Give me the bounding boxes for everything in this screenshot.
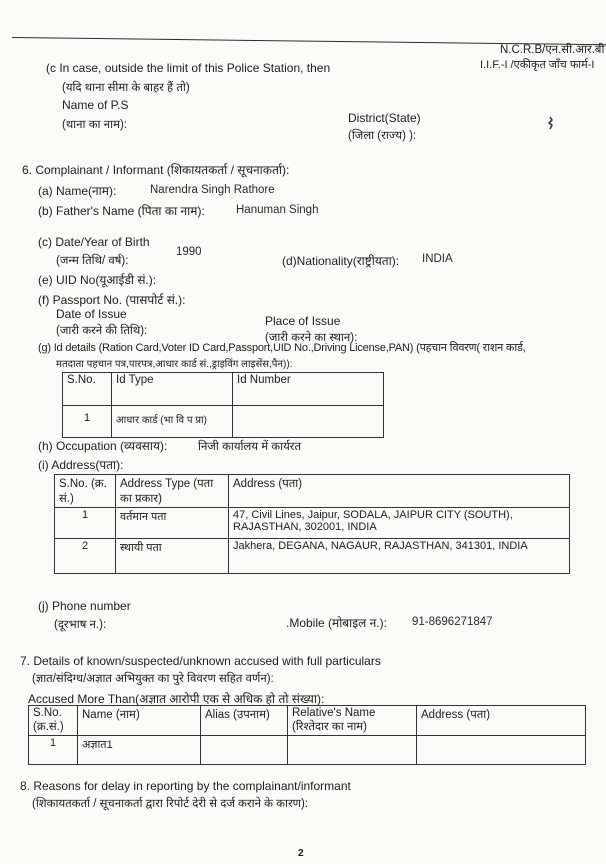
district-label-hi: (जिला (राज्य) ):: [348, 130, 417, 142]
dob-value: 1990: [176, 246, 202, 258]
table-header: S.No. (क्र.सं.): [29, 706, 78, 736]
table-header: Id Number: [233, 373, 384, 406]
table-cell: 1: [55, 508, 116, 539]
ink-mark-icon: [546, 116, 555, 130]
issue-place-label: Place of Issue: [265, 314, 341, 328]
table-cell: [233, 406, 384, 438]
issue-date-label: Date of Issue: [56, 307, 127, 321]
table-header: Name (नाम): [78, 706, 201, 736]
table-cell: अज्ञात1: [78, 736, 201, 765]
table-header-row: [63, 373, 384, 406]
father-name-value: Hanuman Singh: [236, 204, 319, 216]
table-header: Relative's Name (रिश्तेदार का नाम): [288, 706, 417, 736]
table-cell: 2: [55, 539, 116, 574]
table-row: [63, 406, 384, 438]
name-label: (a) Name(नाम):: [38, 184, 117, 198]
table-cell: 47, Civil Lines, Jaipur, SODALA, JAIPUR CITY (SOUTH), RAJASTHAN, 302001, INDIA: [229, 508, 570, 539]
ps-name-label-hi: (थाना का नाम):: [62, 119, 127, 131]
address-label: (i) Address(पता):: [38, 458, 124, 472]
table-header-row: [29, 706, 586, 736]
mobile-label: .Mobile (मोबाइल न.):: [286, 616, 387, 630]
ncrb-code: N.C.R.B/एन.सी.आर.बी: [500, 44, 605, 56]
table-cell: [417, 736, 586, 765]
table-header: Alias (उपनाम): [201, 706, 288, 736]
table-header: S.No. (क्र. सं.): [55, 475, 116, 508]
issue-place-label-hi: (जारी करने का स्थान):: [265, 332, 358, 344]
accused-more-than-label: Accused More Than(अज्ञात आरोपी एक से अधिक हो तो संख्या):: [28, 692, 325, 706]
dob-label-hi: (जन्म तिथि/ वर्ष):: [56, 255, 129, 267]
occupation-label: (h) Occupation (व्यवसाय):: [38, 439, 168, 453]
id-details-table: [62, 372, 384, 438]
table-header: S.No.: [63, 373, 112, 406]
mobile-value: 91-8696271847: [412, 616, 493, 628]
accused-table: [28, 705, 586, 765]
id-details-label: (g) Id details (Ration Card,Voter ID Card,Passport,UID No.,Driving License,PAN) (पहचान विवरण( राशन कार्ड,: [38, 342, 526, 354]
table-header: Address (पता): [417, 706, 586, 736]
id-details-label-hi: मतदाता पहचान पत्र,पारपत्र,आधार कार्ड सं.,ड्राइविंग लाइसेंस,पैन)):: [56, 359, 293, 370]
ps-name-label: Name of P.S: [62, 98, 129, 112]
complainant-heading: 6. Complainant / Informant (शिकायतकर्ता / सूचनाकर्ता):: [22, 163, 290, 177]
delay-reasons-heading-hi: (शिकायतकर्ता / सूचनाकर्ता द्वारा रिपोर्ट देरी से दर्ज कराने के कारण):: [32, 798, 309, 810]
table-cell: Jakhera, DEGANA, NAGAUR, RAJASTHAN, 341301, INDIA: [229, 539, 570, 574]
outside-limit-label: (c In case, outside the limit of this Police Station, then: [46, 61, 331, 75]
issue-date-label-hi: (जारी करने की तिथि):: [56, 325, 148, 337]
table-row: [55, 508, 570, 539]
address-table: [54, 474, 570, 574]
occupation-value: निजी कार्यालय में कार्यरत: [198, 441, 301, 453]
phone-label-hi: (दूरभाष न.):: [54, 619, 107, 631]
accused-heading-hi: (ज्ञात/संदिग्ध/अज्ञात अभियुक्त का पुरे विवरण सहित वर्णन):: [32, 673, 274, 685]
table-row: [29, 736, 586, 765]
page-number: 2: [298, 848, 304, 859]
table-header: Id Type: [112, 373, 233, 406]
table-row: [55, 539, 570, 574]
nationality-label: (d)Nationality(राष्ट्रीयता):: [282, 254, 400, 268]
table-cell: [201, 736, 288, 765]
father-name-label: (b) Father's Name (पिता का नाम):: [38, 204, 205, 218]
table-header: Address (पता): [229, 475, 570, 508]
passport-label: (f) Passport No. (पासपोर्ट सं.):: [38, 293, 186, 307]
uid-label: (e) UID No(यूआईडी सं.):: [38, 273, 157, 287]
nationality-value: INDIA: [422, 253, 453, 265]
table-cell: आधार कार्ड (भा वि प प्रा): [112, 406, 233, 438]
dob-label: (c) Date/Year of Birth: [38, 235, 150, 249]
table-cell: 1: [29, 736, 78, 765]
phone-label: (j) Phone number: [38, 599, 131, 613]
iif-form-code: I.I.F.-I /एकीकृत जाँच फार्म-I: [480, 59, 595, 71]
name-value: Narendra Singh Rathore: [150, 184, 275, 196]
outside-limit-label-hi: (यदि थाना सीमा के बाहर हैं तो): [62, 82, 190, 94]
table-cell: [288, 736, 417, 765]
district-label: District(State): [348, 111, 421, 125]
table-header: Address Type (पता का प्रकार): [116, 475, 229, 508]
accused-heading: 7. Details of known/suspected/unknown accused with full particulars: [20, 654, 381, 668]
table-cell: स्थायी पता: [116, 539, 229, 574]
table-cell: 1: [63, 406, 112, 438]
table-cell: वर्तमान पता: [116, 508, 229, 539]
delay-reasons-heading: 8. Reasons for delay in reporting by the complainant/informant: [20, 779, 351, 793]
table-header-row: [55, 475, 570, 508]
